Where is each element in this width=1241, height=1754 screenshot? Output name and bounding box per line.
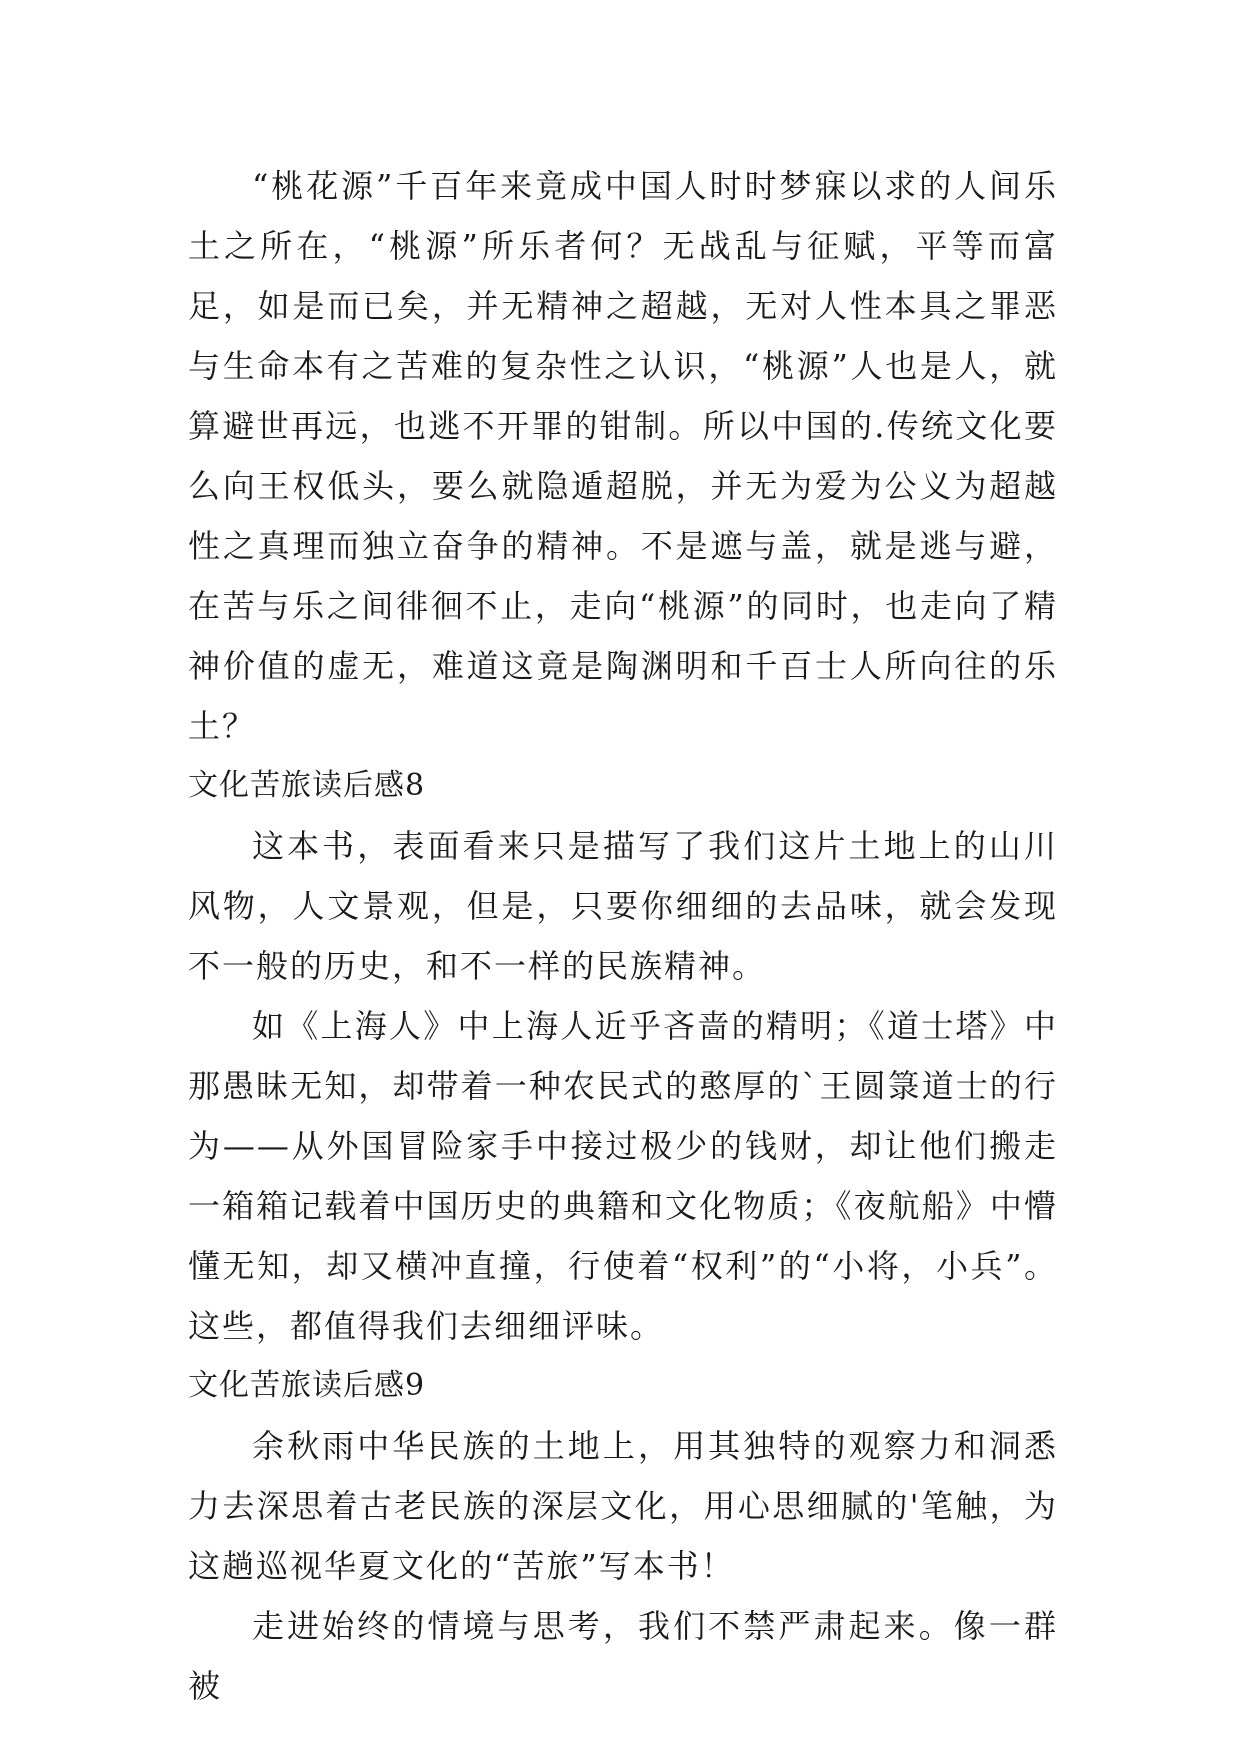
document-body [188, 156, 1058, 1716]
paragraph-book-overview: 这本书，表面看来只是描写了我们这片土地上的山川风物，人文景观，但是，只要你细细的去品味，就会发现不一般的历史，和不一样的民族精神。 [188, 827, 1058, 985]
paragraph-peach-blossom: “桃花源”千百年来竟成中国人时时梦寐以求的人间乐土之所在，“桃源”所乐者何？无战乱与征赋，平等而富足，如是而已矣，并无精神之超越，无对人性本具之罪恶与生命本有之苦难的复杂性之认识，“桃源”人也是人，就算避世再远，也逃不开罪的钳制。所以中国的.传统文化要么向王权低头，要么就隐遁超脱，并无为爱为公义为超越性之真理而独立奋争的精神。不是遮与盖，就是逃与避，在苦与乐之间徘徊不止，走向“桃源”的同时，也走向了精神价值的虚无，难道这竟是陶渊明和千百士人所向往的乐土？ [188, 167, 1058, 745]
section-heading-9: 文化苦旅读后感9 [188, 1368, 426, 1403]
paragraph-examples: 如《上海人》中上海人近乎吝啬的精明；《道士塔》中那愚昧无知，却带着一种农民式的憨厚的`王圆箓道士的行为——从外国冒险家手中接过极少的钱财，却让他们搬走一箱箱记载着中国历史的典籍和文化物质；《夜航船》中懵懂无知，却又横冲直撞，行使着“权利”的“小将，小兵”。这些，都值得我们去细细评味。 [188, 1007, 1058, 1345]
section-heading-8: 文化苦旅读后感8 [188, 768, 426, 803]
paragraph-walking-in: 走进始终的情境与思考，我们不禁严肃起来。像一群被 [188, 1607, 1058, 1705]
paragraph-yu-qiuyu: 余秋雨中华民族的土地上，用其独特的观察力和洞悉力去深思着古老民族的深层文化，用心思细腻的'笔触，为这趟巡视华夏文化的“苦旅”写本书！ [188, 1427, 1058, 1585]
